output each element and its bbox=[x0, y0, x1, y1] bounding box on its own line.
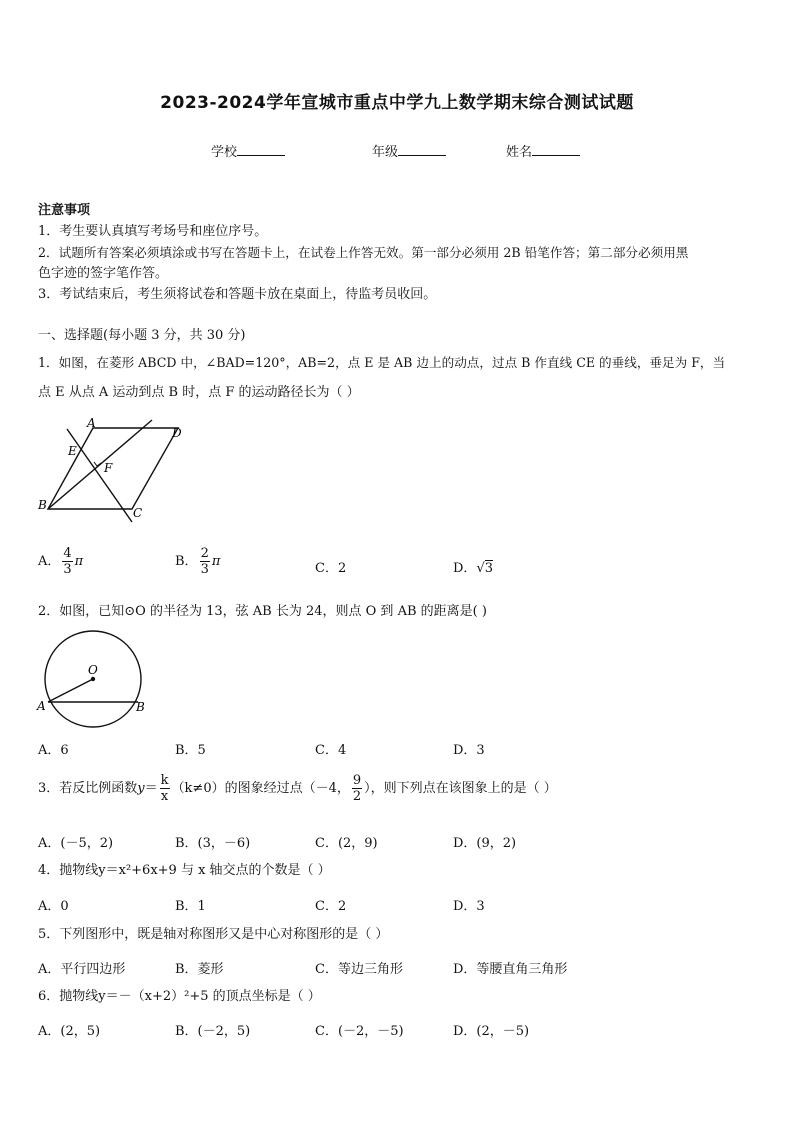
fraction: $\frac{4}{3}$ bbox=[63, 546, 72, 577]
q3-option-c[interactable]: C．(2，9) bbox=[315, 836, 378, 851]
notice-heading: 注意事项 bbox=[38, 203, 91, 218]
question-3: 3．若反比例函数y＝ $\frac{k}{x}$ （k≠0）的图象经过点（－4， $\frac{9}{2}$ ），则下列点在该图象上的是（ ） bbox=[38, 773, 557, 804]
sqrt-icon: √ bbox=[476, 561, 485, 576]
line-bf bbox=[48, 420, 152, 509]
q4-option-d[interactable]: D．3 bbox=[453, 899, 485, 914]
notice-item: 2．试题所有答案必须填涂或书写在答题卡上，在试卷上作答无效。第一部分必须用 2B 铅笔作答；第二部分必须用黑 bbox=[38, 245, 689, 260]
fraction: $\frac{k}{x}$ bbox=[160, 773, 169, 804]
q2-option-a[interactable]: A．6 bbox=[38, 743, 69, 758]
q1-option-d[interactable]: D．√3 bbox=[453, 561, 494, 576]
q4-option-c[interactable]: C．2 bbox=[315, 899, 347, 914]
q4-option-b[interactable]: B．1 bbox=[175, 899, 206, 914]
q2-option-b[interactable]: B．5 bbox=[175, 743, 206, 758]
rhombus-figure bbox=[34, 416, 194, 526]
q3-option-b[interactable]: B．(3，－6) bbox=[175, 836, 251, 851]
name-blank[interactable] bbox=[532, 143, 580, 156]
label-o: O bbox=[88, 663, 98, 677]
line-ce bbox=[67, 429, 132, 522]
question-4: 4．抛物线y＝x²+6x+9 与 x 轴交点的个数是（ ） bbox=[38, 863, 331, 878]
q3-option-d[interactable]: D．(9，2) bbox=[453, 836, 517, 851]
label-a: A bbox=[87, 416, 96, 430]
q1-option-c[interactable]: C．2 bbox=[315, 561, 347, 576]
fraction: $\frac{2}{3}$ bbox=[200, 546, 209, 577]
q6-option-b[interactable]: B．(－2，5) bbox=[175, 1024, 251, 1039]
q2-option-c[interactable]: C．4 bbox=[315, 743, 347, 758]
q1-option-b[interactable]: B． $\frac{2}{3}$ π bbox=[175, 546, 221, 577]
school-field[interactable] bbox=[211, 141, 285, 160]
q5-option-d[interactable]: D．等腰直角三角形 bbox=[453, 962, 568, 977]
notice-item: 1．考生要认真填写考场号和座位序号。 bbox=[38, 224, 268, 239]
q5-option-b[interactable]: B．菱形 bbox=[175, 962, 224, 977]
label-a: A bbox=[37, 699, 46, 713]
label-b: B bbox=[38, 498, 47, 512]
q6-option-c[interactable]: C．(－2，－5) bbox=[315, 1024, 404, 1039]
grade-label: 年级 bbox=[372, 145, 399, 160]
label-b: B bbox=[136, 700, 145, 714]
name-label: 姓名 bbox=[506, 145, 533, 160]
q6-option-d[interactable]: D．(2，－5) bbox=[453, 1024, 530, 1039]
q6-option-a[interactable]: A．(2，5) bbox=[38, 1024, 101, 1039]
question-1-line1: 1．如图，在菱形 ABCD 中，∠BAD=120°，AB=2，点 E 是 AB 边上的动点，过点 B 作直线 CE 的垂线，垂足为 F，当 bbox=[38, 355, 726, 370]
label-e: E bbox=[68, 444, 77, 458]
rhombus-abcd bbox=[48, 428, 178, 509]
q5-option-c[interactable]: C．等边三角形 bbox=[315, 962, 403, 977]
school-blank[interactable] bbox=[237, 143, 285, 156]
question-2: 2．如图，已知⊙O 的半径为 13，弦 AB 长为 24，则点 O 到 AB 的距离是( ) bbox=[38, 604, 487, 619]
q4-option-a[interactable]: A．0 bbox=[38, 899, 69, 914]
section-heading: 一、选择题(每小题 3 分，共 30 分) bbox=[38, 328, 246, 343]
label-f: F bbox=[104, 461, 113, 475]
grade-blank[interactable] bbox=[398, 143, 446, 156]
q1-option-a[interactable]: A． $\frac{4}{3}$ π bbox=[38, 546, 84, 577]
fraction: $\frac{9}{2}$ bbox=[352, 773, 362, 804]
name-field[interactable] bbox=[506, 141, 580, 160]
notice-item: 3．考试结束后，考生须将试卷和答题卡放在桌面上，待监考员收回。 bbox=[38, 287, 437, 302]
q5-option-a[interactable]: A．平行四边形 bbox=[38, 962, 126, 977]
q3-option-a[interactable]: A．(－5，2) bbox=[38, 836, 114, 851]
page-title: 2023-2024学年宣城市重点中学九上数学期末综合测试试题 bbox=[160, 93, 634, 113]
school-label: 学校 bbox=[211, 145, 238, 160]
label-d: D bbox=[172, 426, 182, 440]
radius-oa bbox=[48, 679, 93, 702]
grade-field[interactable] bbox=[372, 141, 446, 160]
center-dot bbox=[91, 677, 95, 681]
question-6: 6．抛物线y＝－（x+2）²+5 的顶点坐标是（ ） bbox=[38, 989, 321, 1004]
question-5: 5．下列图形中，既是轴对称图形又是中心对称图形的是（ ） bbox=[38, 927, 389, 942]
circle-figure bbox=[34, 628, 159, 728]
q2-option-d[interactable]: D．3 bbox=[453, 743, 485, 758]
label-c: C bbox=[133, 506, 143, 520]
notice-item: 色字迹的签字笔作答。 bbox=[38, 266, 169, 281]
question-1-line2: 点 E 从点 A 运动到点 B 时，点 F 的运动路径长为（ ） bbox=[38, 385, 360, 400]
